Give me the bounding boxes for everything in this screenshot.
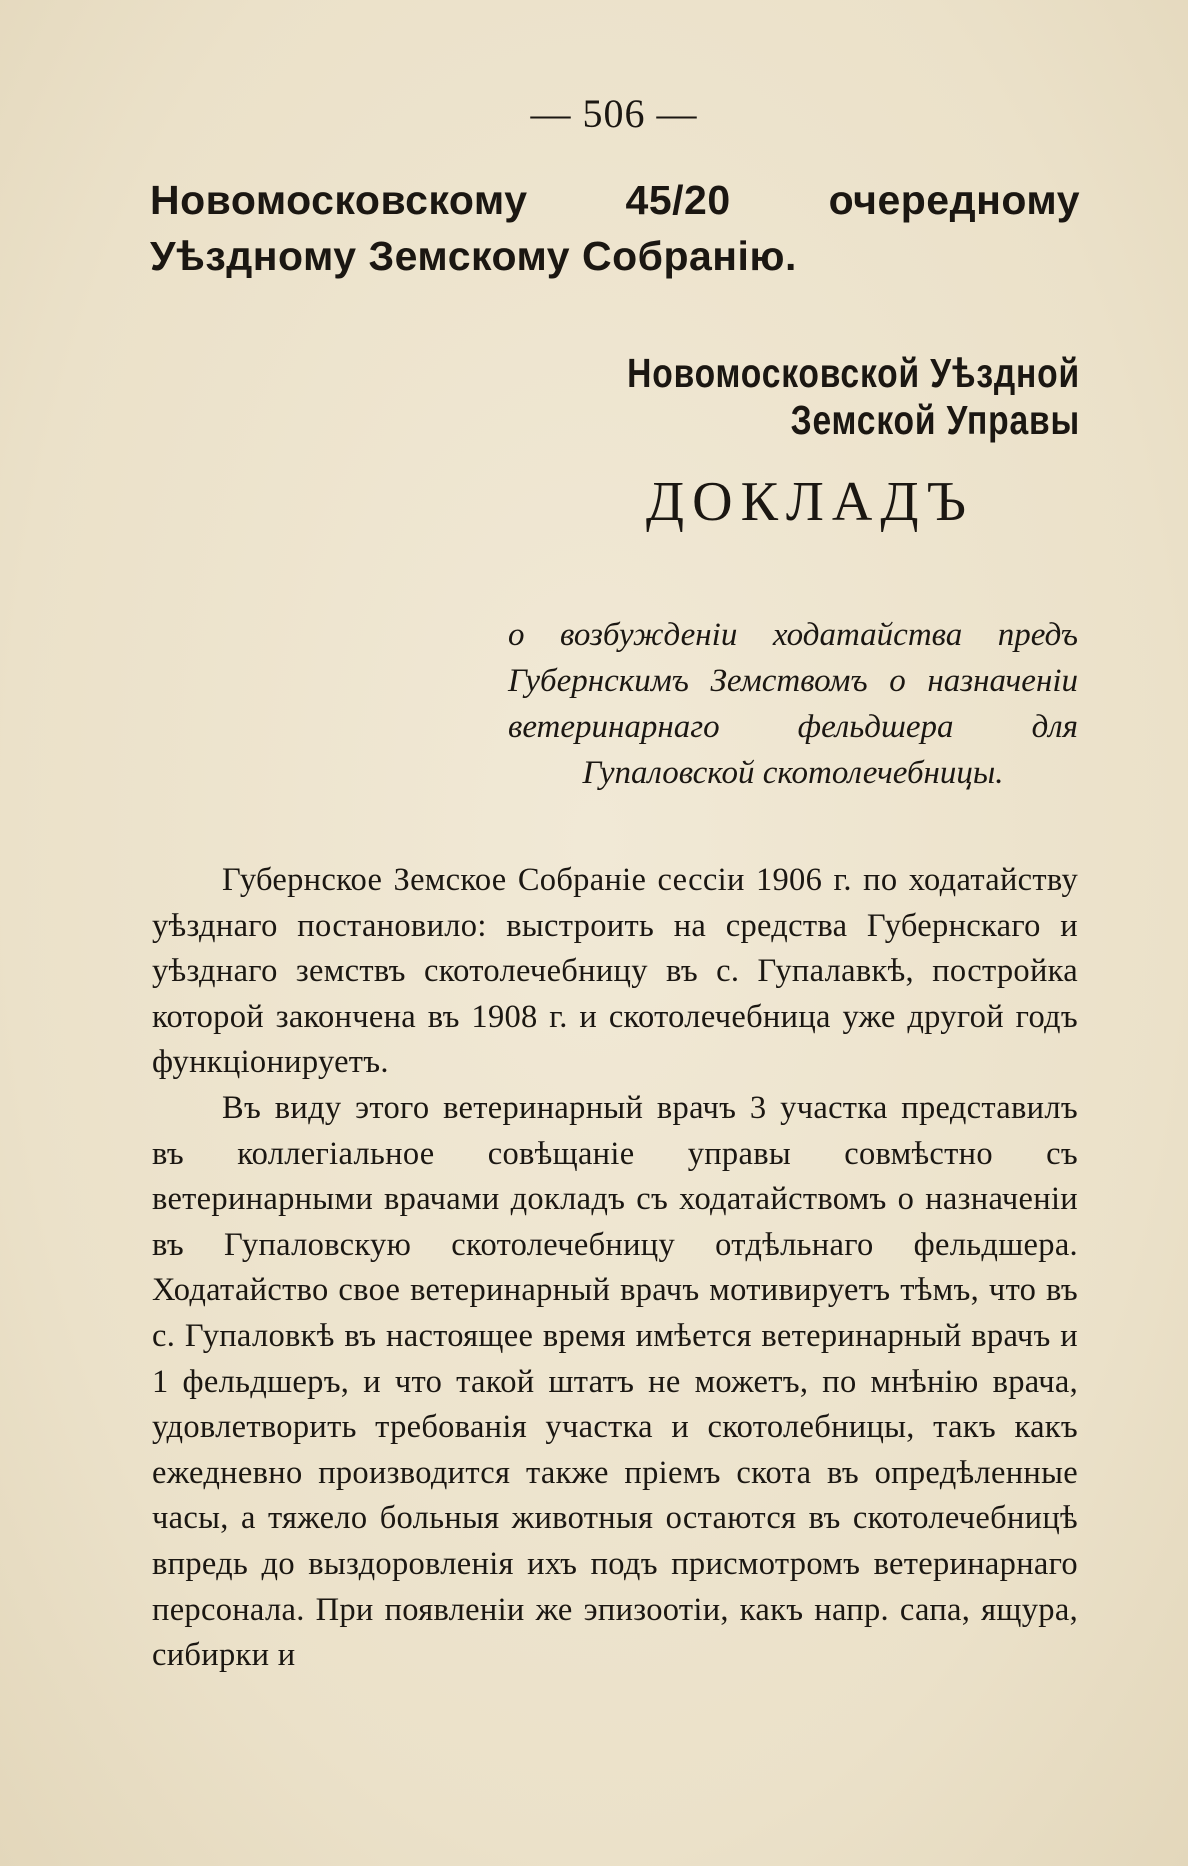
page-number: — 506 — [530, 91, 698, 136]
board-header: Новомосковской Уѣздной Земской Управы [627, 350, 1080, 443]
assembly-header: Новомосковскому 45/20 очередному Уѣздному Земскому Собранію. [150, 177, 1080, 279]
report-title: ДОКЛАДЪ [645, 471, 975, 533]
paragraph: Въ виду этого ветеринарный врачъ 3 участка представилъ въ коллегіальное совѣщаніе управы совмѣстно съ ветеринарными врачами докладъ съ ходатайствомъ о назначеніи въ Гупаловскую скотолечебницу отдѣльнаго фельдшера. Ходатайство свое ветеринарный врачъ мотивируетъ тѣмъ, что въ с. Гупаловкѣ въ настоящее время имѣется ветеринарный врачъ и 1 фельдшеръ, и что такой штатъ не можетъ, по мнѣнію врача, удовлетворить требованія участка и скотолебницы, такъ какъ ежедневно производится также пріемъ скота въ опредѣленные часы, а тяжело больныя животныя остаются въ скотолечебницѣ впредь до выздоровленія ихъ подъ присмотромъ ветеринарнаго персонала. При появленіи же эпизоотіи, какъ напр. сапа, ящура, сибирки и [152, 1089, 1078, 1674]
report-subject: о возбужденіи ходатайства предъ Губернскимъ Земствомъ о назначеніи ветеринарнаго фельдшера для Гупаловской скотолечебницы. [508, 617, 1078, 791]
paragraph: Губернское Земское Собраніе сессіи 1906 г. по ходатайству уѣзднаго постановило: выстроить на средства Губернскаго и уѣзднаго земствъ скотолечебницу въ с. Гупалавкѣ, постройка которой закончена въ 1908 г. и скотолечебница уже другой годъ функціонируетъ. [152, 862, 1078, 1081]
report-body [152, 858, 1078, 1679]
